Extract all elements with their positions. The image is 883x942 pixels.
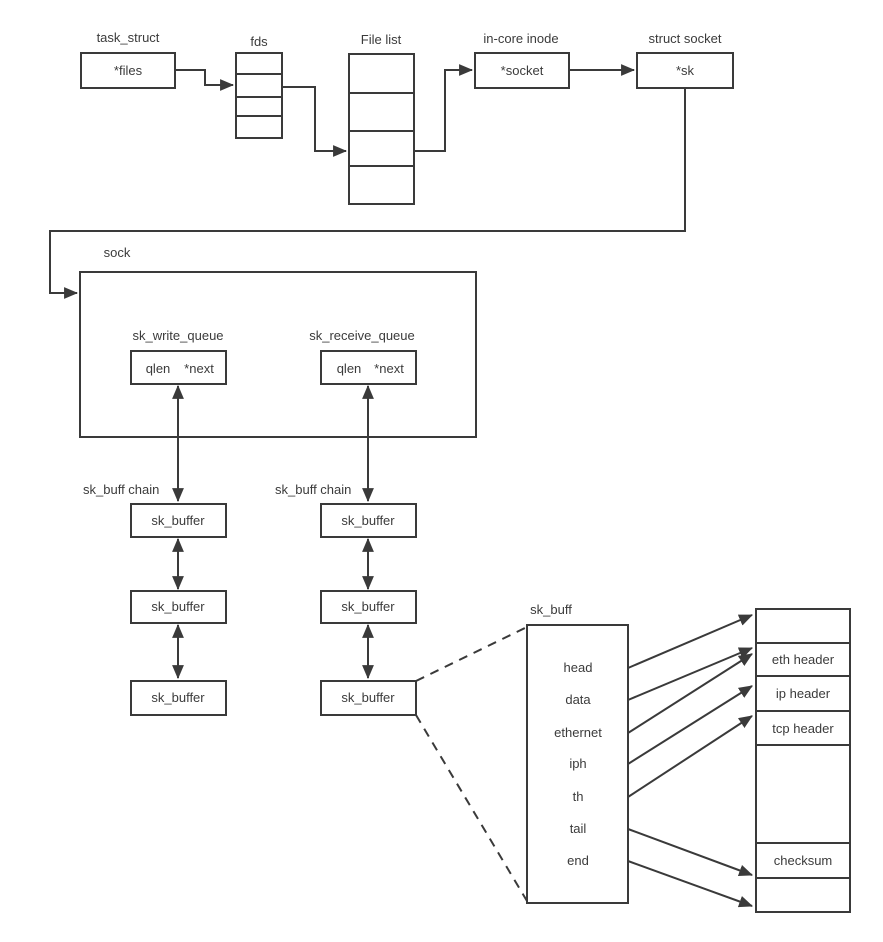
sk-buffer-label: sk_buffer bbox=[341, 513, 395, 528]
arrow-fds-to-file-list bbox=[282, 87, 346, 151]
struct-socket-label: struct socket bbox=[648, 31, 722, 46]
arrow-iph-pointer bbox=[628, 686, 752, 764]
receive-queue-qlen-field: qlen bbox=[336, 361, 362, 376]
checksum-cell-label: checksum bbox=[773, 853, 833, 868]
sk-buffer-label: sk_buffer bbox=[151, 513, 205, 528]
in-core-inode-label: in-core inode bbox=[483, 31, 559, 46]
sock-label: sock bbox=[103, 245, 131, 260]
field-iph: iph bbox=[569, 756, 587, 771]
fds-label: fds bbox=[250, 34, 268, 49]
sk-field-label: *sk bbox=[675, 63, 695, 78]
field-end: end bbox=[567, 853, 589, 868]
arrow-file-list-to-inode bbox=[414, 70, 472, 151]
right-chain-label: sk_buff chain bbox=[275, 482, 352, 497]
left-chain-label: sk_buff chain bbox=[83, 482, 160, 497]
sk-buff-detail-section bbox=[416, 602, 752, 906]
file-list-box bbox=[349, 54, 414, 204]
write-queue-qlen-field: qlen bbox=[145, 361, 171, 376]
tcp-header-cell-label: tcp header bbox=[772, 721, 834, 736]
arrow-ethernet-pointer bbox=[628, 654, 752, 733]
zoom-dashed-line-bottom bbox=[416, 715, 527, 901]
sock-section bbox=[80, 245, 476, 437]
sk-write-queue-label: sk_write_queue bbox=[132, 328, 224, 343]
sk-buffer-label: sk_buffer bbox=[151, 690, 205, 705]
eth-header-cell-label: eth header bbox=[771, 652, 835, 667]
field-data: data bbox=[565, 692, 591, 707]
sk-buffer-label: sk_buffer bbox=[341, 599, 395, 614]
ip-header-cell-label: ip header bbox=[775, 686, 831, 701]
process-file-section bbox=[50, 30, 733, 293]
arrow-th-pointer bbox=[628, 716, 752, 797]
fds-box bbox=[236, 53, 282, 138]
task-struct-label: task_struct bbox=[96, 30, 160, 45]
files-field-label: *files bbox=[113, 63, 143, 78]
arrow-data-pointer bbox=[628, 648, 752, 700]
field-th: th bbox=[572, 789, 584, 804]
memory-layout-section bbox=[756, 609, 850, 912]
zoom-dashed-line-top bbox=[416, 627, 527, 681]
field-head: head bbox=[563, 660, 593, 675]
sk-receive-queue-label: sk_receive_queue bbox=[309, 328, 415, 343]
write-queue-next-field: *next bbox=[184, 361, 214, 376]
sk-buffer-label: sk_buffer bbox=[341, 690, 395, 705]
socket-field-label: *socket bbox=[500, 63, 544, 78]
arrow-head-pointer bbox=[628, 615, 752, 668]
sk-buffer-label: sk_buffer bbox=[151, 599, 205, 614]
arrow-files-to-fds bbox=[175, 70, 233, 85]
receive-queue-next-field: *next bbox=[374, 361, 404, 376]
field-ethernet: ethernet bbox=[554, 725, 602, 740]
sk-buff-detail-label: sk_buff bbox=[530, 602, 572, 617]
file-list-label: File list bbox=[360, 32, 402, 47]
field-tail: tail bbox=[569, 821, 587, 836]
